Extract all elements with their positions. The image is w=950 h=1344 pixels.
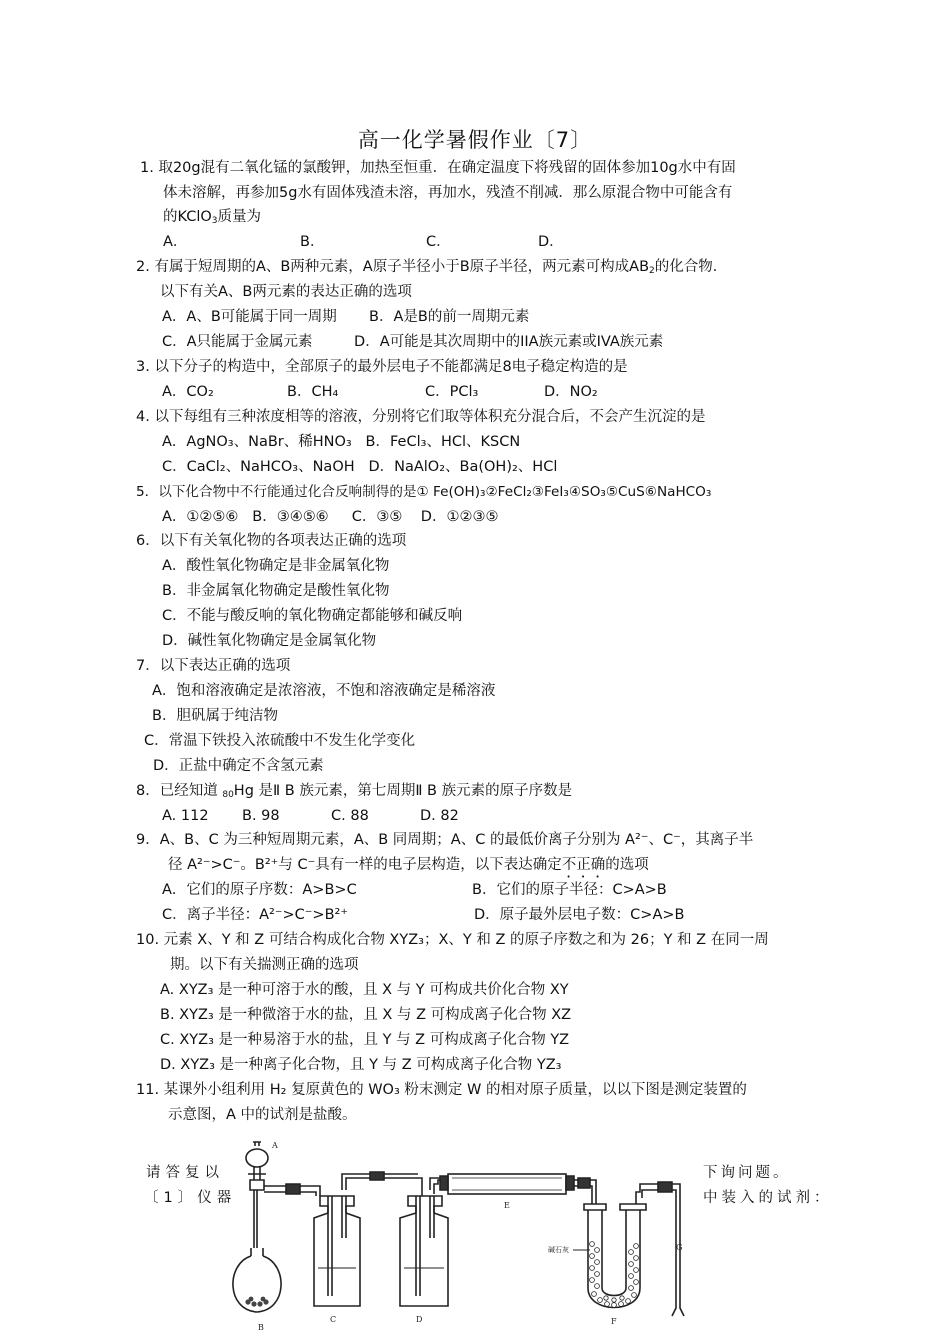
label-c: C <box>330 1315 337 1324</box>
label-soda-lime: 碱石灰 <box>548 1246 569 1254</box>
q11-right-text-2: 中装入的试剂： <box>703 1190 833 1206</box>
page-title: 高一化学暑假作业〔7〕 <box>357 128 593 152</box>
q2-options-ab: A．A、B可能属于同一周期 B．A是B的前一周期元素 <box>162 309 530 325</box>
q11-left-text-1: 请答复以 <box>146 1165 224 1181</box>
q9-line-2 <box>168 855 649 881</box>
q2-line-2: 以下有关A、B两元素的表达正确的选项 <box>160 284 412 300</box>
q11-right-text-1: 下询问题。 <box>703 1165 791 1181</box>
q5-line-1: 5．以下化合物中不行能通过化合反响制得的是① Fe(OH)₃②FeCl₂③FeI₃④SO₃⑤CuS⑥NaHCO₃ <box>136 484 712 500</box>
q7-option-d: D．正盐中确定不含氢元素 <box>153 758 324 774</box>
q3-option-b: B．CH₄ <box>287 384 339 400</box>
q11-left-text-2: 〔1〕仪器 <box>144 1190 237 1206</box>
q9-option-a: A．它们的原子序数：A>B>C <box>162 882 357 898</box>
q10-option-d: D. XYZ₃ 是一种离子化合物，且 Y 与 Z 可构成离子化合物 YZ₃ <box>160 1057 562 1073</box>
q7-option-a: A．饱和溶液确定是浓溶液，不饱和溶液确定是稀溶液 <box>152 683 496 699</box>
q4-options-ab: A．AgNO₃、NaBr、稀HNO₃ B．FeCl₃、HCl、KSCN <box>162 434 521 450</box>
label-b: B <box>258 1323 264 1332</box>
q10-option-c: C. XYZ₃ 是一种易溶于水的盐，且 Y 与 Z 可构成离子化合物 YZ <box>160 1032 570 1048</box>
q10-line-1: 10. 元素 X、Y 和 Z 可结合构成化合物 XYZ₃；X、Y 和 Z 的原子序数之和为 26；Y 和 Z 在同一周 <box>136 932 769 948</box>
q1-option-c: C． <box>426 234 451 250</box>
label-f: F <box>611 1317 617 1326</box>
q1-option-b: B． <box>300 234 325 250</box>
apparatus-diagram <box>228 1138 698 1342</box>
q2-text-end: 的化合物． <box>654 259 728 275</box>
label-a: A <box>272 1141 278 1150</box>
separatory-funnel-a <box>246 1142 268 1180</box>
q4-line-1: 4. 以下每组有三种浓度相等的溶液，分别将它们取等体积充分混合后，不会产生沉淀的是 <box>136 409 706 425</box>
q9-text-end: 的选项 <box>605 857 649 873</box>
q8-option-d: D. 82 <box>420 808 459 824</box>
q1-option-a: A． <box>163 234 188 250</box>
reaction-tube-e <box>440 1174 574 1194</box>
q8-text-end: Hg 是Ⅱ B 族元素，第七周期Ⅱ B 族元素的原子序数是 <box>233 783 573 799</box>
q8-line-1 <box>136 781 572 805</box>
label-g: G <box>676 1243 683 1252</box>
q6-option-c: C．不能与酸反响的氧化物确定都能够和碱反响 <box>162 608 463 624</box>
q10-line-2: 期。以下有关揣测正确的选项 <box>170 957 359 973</box>
q1-line-3 <box>163 207 261 231</box>
q2-sub: 2 <box>649 266 655 276</box>
q1-text-end: 质量为 <box>217 209 262 225</box>
q11-line-1: 11. 某课外小组利用 H₂ 复原黄色的 WO₃ 粉末测定 W 的相对原子质量，以以下图是测定装置的 <box>136 1082 747 1098</box>
q2-text: 2. 有属于短周期的A、B两种元素，A原子半径小于B原子半径，两元素可构成AB <box>136 259 650 275</box>
q3-option-a: A．CO₂ <box>162 384 214 400</box>
q1-sub: 3 <box>211 216 218 226</box>
q3-option-c: C．PCl₃ <box>425 384 479 400</box>
q9-option-c: C．离子半径：A²⁻>C⁻>B²⁺ <box>162 907 349 923</box>
q8-option-a: A. 112 <box>162 808 209 824</box>
q9-emphasis: 不正确 <box>561 857 606 873</box>
q1-text: 的KClO <box>163 209 212 225</box>
q6-option-d: D．碱性氧化物确定是金属氧化物 <box>162 633 377 649</box>
q2-options-cd: C．A只能属于金属元素 D．A可能是其次周期中的IIA族元素或IVA族元素 <box>162 334 664 350</box>
q8-text: 8．已经知道 <box>136 783 223 799</box>
q8-sub: 80 <box>222 790 234 800</box>
q6-option-a: A．酸性氧化物确定是非金属氧化物 <box>162 558 390 574</box>
q7-line-1: 7．以下表达正确的选项 <box>136 658 291 674</box>
q1-line-2: 体未溶解，再参加5g水有固体残渣未溶，再加水，残渣不削减．那么原混合物中可能含有 <box>163 185 733 201</box>
q10-option-a: A. XYZ₃ 是一种可溶于水的酸，且 X 与 Y 可构成共价化合物 XY <box>160 982 569 998</box>
q4-options-cd: C．CaCl₂、NaHCO₃、NaOH D．NaAlO₂、Ba(OH)₂、HCl <box>162 459 558 475</box>
round-flask-b <box>233 1248 281 1312</box>
q9-line-1: 9．A、B、C 为三种短周期元素，A、B 同周期；A、C 的最低价离子分别为 A²⁻、C⁻，其离子半 <box>136 832 754 848</box>
wash-bottle-c <box>314 1196 360 1306</box>
q1-option-d: D． <box>538 234 564 250</box>
q5-options: A．①②⑤⑥ B．③④⑤⑥ C．③⑤ D．①②③⑤ <box>162 509 499 525</box>
q7-option-b: B．胆矾属于纯洁物 <box>152 708 278 724</box>
q1-line-1: 1. 取20g混有二氧化锰的氯酸钾，加热至恒重．在确定温度下将残留的固体参加10g水中有固 <box>140 160 736 176</box>
q7-option-c: C．常温下铁投入浓硫酸中不发生化学变化 <box>144 733 416 749</box>
q9-option-b: B．它们的原子半径：C>A>B <box>472 882 667 898</box>
q9-text: 径 A²⁻>C⁻。B²⁺与 C⁻具有一样的电子层构造，以下表达确定 <box>168 857 562 873</box>
q3-option-d: D．NO₂ <box>544 384 598 400</box>
q6-option-b: B．非金属氧化物确定是酸性氧化物 <box>162 583 390 599</box>
q11-line-2: 示意图，A 中的试剂是盐酸。 <box>168 1107 357 1123</box>
q9-option-d: D．原子最外层电子数：C>A>B <box>474 907 685 923</box>
q10-option-b: B. XYZ₃ 是一种微溶于水的盐，且 X 与 Z 可构成离子化合物 XZ <box>160 1007 572 1023</box>
label-e: E <box>504 1201 510 1210</box>
q8-option-b: B. 98 <box>242 808 280 824</box>
wash-bottle-d <box>400 1196 448 1306</box>
q3-line-1: 3. 以下分子的构造中，全部原子的最外层电子不能都满足8电子稳定构造的是 <box>136 359 628 375</box>
q2-line-1 <box>136 257 727 281</box>
label-d: D <box>416 1315 423 1324</box>
q6-line-1: 6．以下有关氧化物的各项表达正确的选项 <box>136 533 407 549</box>
q8-option-c: C. 88 <box>331 808 369 824</box>
